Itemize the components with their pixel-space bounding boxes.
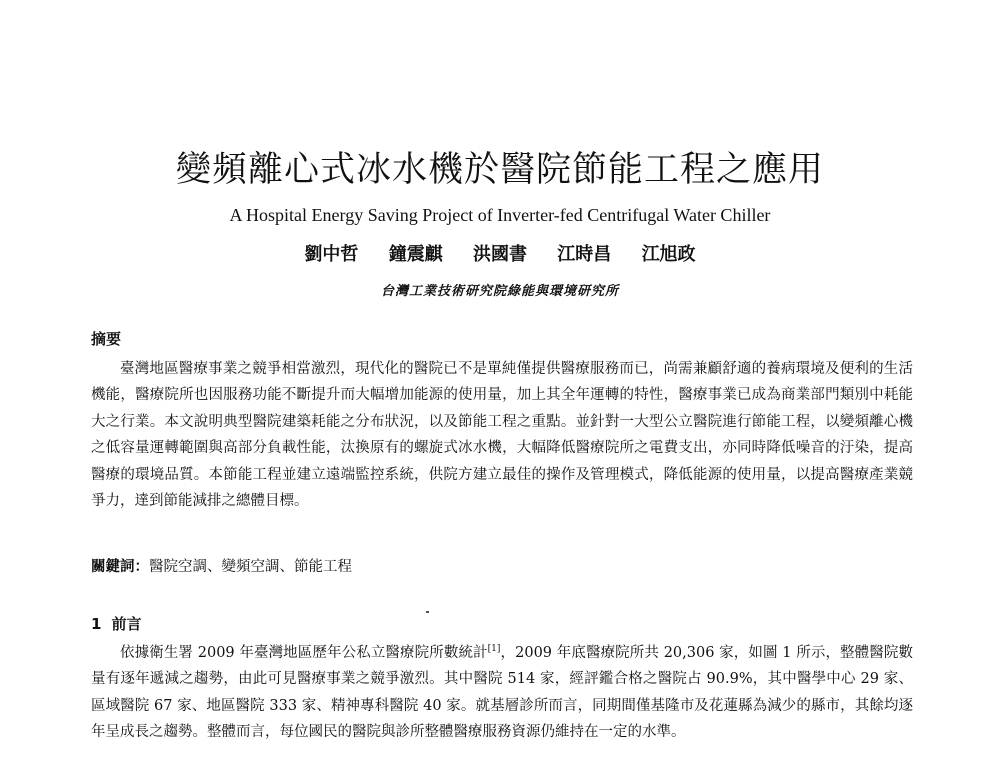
keywords-label: 關鍵詞： xyxy=(91,559,149,575)
author-affiliation: 台灣工業技術研究院綠能與環境研究所 xyxy=(380,284,619,299)
intro-body xyxy=(91,640,913,746)
section-number: 1 xyxy=(91,615,102,633)
author-list xyxy=(0,240,1000,266)
section-heading-intro xyxy=(91,613,141,634)
intro-text-part2: ，2009 年底醫療院所共 20,306 家，如圖 1 所示，整體醫院數量有逐年遞減之趨勢，由此可見醫療事業之競爭激烈。其中醫院 514 家，經評鑑合格之醫院占 90.9%，其中醫學中心 29 家、區域醫院 67 家、地區醫院 333 家、精神專科醫院 40 家。就基層診所而言，同期間僅基隆市及花蓮縣為減少的縣市，其餘均逐年呈成長之趨勢。整體而言，每位國民的醫院與診所整體醫療服務資源仍維持在一定的水準。 xyxy=(91,645,913,741)
section-title: 前言 xyxy=(111,615,142,633)
abstract-body: 臺灣地區醫療事業之競爭相當激烈，現代化的醫院已不是單純僅提供醫療服務而已，尚需兼顧舒適的養病環境及便利的生活機能，醫療院所也因服務功能不斷提升而大幅增加能源的使用量，加上其全年運轉的特性，醫療事業已成為商業部門類別中耗能大之行業。本文說明典型醫院建築耗能之分布狀況，以及節能工程之重點。並針對一大型公立醫院進行節能工程，以變頻離心機之低容量運轉範圍與高部分負載性能，汰換原有的螺旋式冰水機，大幅降低醫療院所之電費支出，亦同時降低噪音的汙染，提高醫療的環境品質。本節能工程並建立遠端監控系統，供院方建立最佳的操作及管理模式，降低能源的使用量，以提高醫療產業競爭力，達到節能減排之總體目標。 xyxy=(91,361,913,510)
author-name: 江旭政 xyxy=(641,244,696,265)
speck-mark xyxy=(426,611,429,613)
paper-subtitle: A Hospital Energy Saving Project of Inverter-fed Centrifugal Water Chiller xyxy=(229,205,771,225)
citation-ref: [1] xyxy=(487,644,501,655)
author-name: 劉中哲 xyxy=(304,244,359,265)
author-name: 洪國書 xyxy=(473,244,527,265)
abstract-heading: 摘要 xyxy=(91,330,122,348)
keywords-line xyxy=(91,555,352,576)
author-name: 鐘震麒 xyxy=(388,244,443,265)
paper-title: 變頻離心式冰水機於醫院節能工程之應用 xyxy=(175,150,824,190)
intro-text-part1: 依據衛生署 2009 年臺灣地區歷年公私立醫療院所數統計 xyxy=(120,645,488,661)
keywords-text: 醫院空調、變頻空調、節能工程 xyxy=(149,559,352,575)
author-name: 江時昌 xyxy=(557,244,612,265)
